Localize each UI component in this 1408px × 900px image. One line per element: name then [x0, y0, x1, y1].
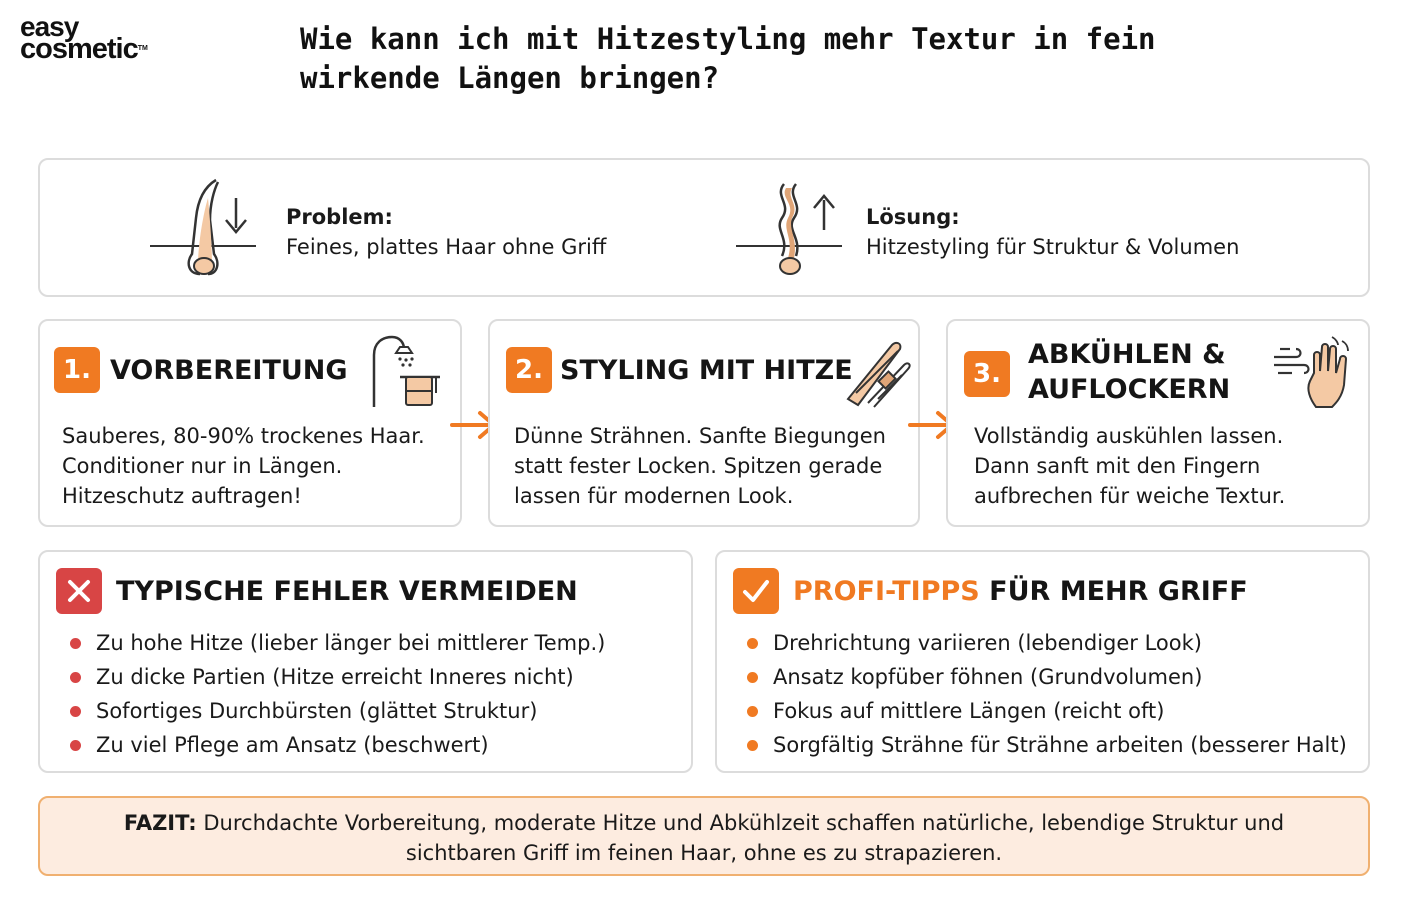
problem-label: Problem: [286, 205, 393, 229]
solution-label: Lösung: [866, 205, 960, 229]
step-number-3: 3. [964, 351, 1010, 397]
step-card-3 [946, 319, 1370, 527]
tips-title-accent: PROFI-TIPPS [793, 576, 980, 607]
x-mark-icon [56, 568, 102, 614]
tips-title [793, 574, 1248, 609]
list-item: Zu viel Pflege am Ansatz (beschwert) [70, 728, 605, 762]
wavy-hair-up-arrow-icon [734, 178, 846, 278]
step-title-3: ABKÜHLEN & AUFLOCKERN [1028, 339, 1231, 405]
tips-card [715, 550, 1370, 773]
problem-solution-box [38, 158, 1370, 297]
mistakes-card [38, 550, 693, 773]
fazit-label: FAZIT: [123, 811, 197, 835]
fazit-line-2: sichtbaren Griff im feinen Haar, ohne es zu strapazieren. [405, 841, 1003, 865]
tips-title-rest: FÜR MEHR GRIFF [979, 576, 1248, 607]
page-title: Wie kann ich mit Hitzestyling mehr Textur in fein wirkende Längen bringen? [300, 22, 1156, 95]
solution-text: Hitzestyling für Struktur & Volumen [866, 235, 1240, 259]
list-item: Sorgfältig Strähne für Strähne arbeiten (besserer Halt) [747, 728, 1347, 762]
list-item: Drehrichtung variieren (lebendiger Look) [747, 626, 1347, 660]
hair-down-arrow-icon [148, 178, 260, 278]
list-item: Sofortiges Durchbürsten (glättet Struktur) [70, 694, 605, 728]
step-card-1 [38, 319, 462, 527]
brand-logo [20, 11, 180, 65]
step-card-2 [488, 319, 920, 527]
list-item: Zu dicke Partien (Hitze erreicht Inneres nicht) [70, 660, 605, 694]
mistakes-title: TYPISCHE FEHLER VERMEIDEN [116, 576, 578, 607]
trademark: TM [137, 45, 148, 52]
mistakes-list [70, 626, 605, 762]
tips-list [747, 626, 1347, 762]
solution-block [866, 202, 1239, 262]
list-item: Ansatz kopfüber föhnen (Grundvolumen) [747, 660, 1347, 694]
step-text-2: Dünne Strähnen. Sanfte Biegungen statt fester Locken. Spitzen gerade lassen für modernen Look. [514, 424, 886, 508]
list-item: Fokus auf mittlere Längen (reicht oft) [747, 694, 1347, 728]
problem-block [286, 202, 606, 262]
step-title-1: VORBEREITUNG [110, 355, 348, 386]
wind-hand-icon [1270, 333, 1354, 409]
check-mark-icon [733, 568, 779, 614]
brand-line-1: easy [20, 11, 79, 42]
fazit-line-1: FAZIT: Durchdachte Vorbereitung, moderate Hitze und Abkühlzeit schaffen natürliche, lebendige Struktur und [123, 811, 1285, 835]
step-text-1: Sauberes, 80-90% trockenes Haar. Conditioner nur in Längen. Hitzeschutz auftragen! [62, 424, 425, 508]
fazit-box [38, 796, 1370, 876]
brand-line-2: cosmetic™ [20, 33, 148, 65]
shower-towel-icon [366, 333, 446, 409]
problem-text: Feines, plattes Haar ohne Griff [286, 235, 607, 259]
step-number-2: 2. [506, 347, 552, 393]
curling-iron-icon [838, 333, 914, 409]
step-number-1: 1. [54, 347, 100, 393]
step-title-2: STYLING MIT HITZE [560, 355, 853, 386]
list-item: Zu hohe Hitze (lieber länger bei mittlerer Temp.) [70, 626, 605, 660]
step-text-3: Vollständig auskühlen lassen. Dann sanft mit den Fingern aufbrechen für weiche Textur. [974, 424, 1286, 508]
